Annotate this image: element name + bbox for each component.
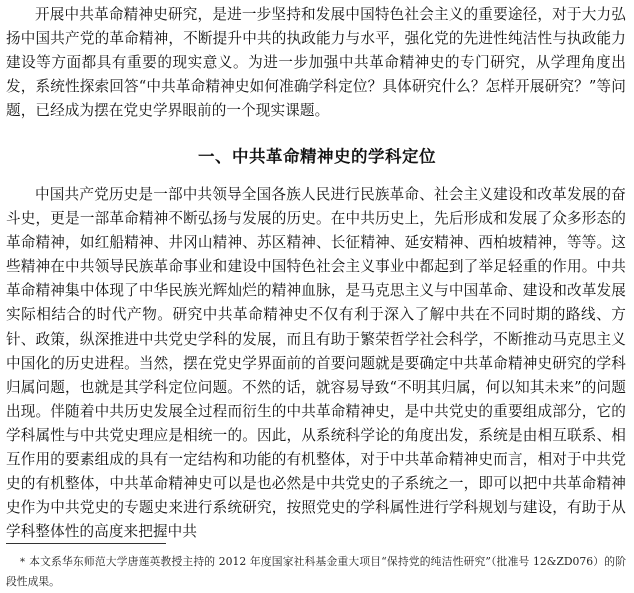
footnote-text: 本文系华东师范大学唐莲英教授主持的 2012 年度国家社科基金重大项目“保持党的纯洁性研究”（批准号 12&ZD076）的阶段性成果。 [6, 555, 626, 588]
footnote-marker: * [20, 557, 25, 568]
footnote [6, 552, 626, 591]
body-paragraph: 中国共产党历史是一部中共领导全国各族人民进行民族革命、社会主义建设和改革发展的奋斗史，更是一部革命精神不断弘扬与发展的历史。在中共历史上，先后形成和发展了众多形态的革命精神，如红船精神、井冈山精神、苏区精神、长征精神、延安精神、西柏坡精神，等等。这些精神在中共领导民族革命事业和建设中国特色社会主义事业中都起到了举足轻重的作用。中共革命精神集中体现了中华民族光辉灿烂的精神血脉，是马克思主义与中国革命、建设和改革发展实际相结合的时代产物。研究中共革命精神史不仅有利于深入了解中共在不同时期的路线、方针、政策，纵深推进中共党史学科的发展，而且有助于繁荣哲学社会科学，不断推动马克思主义中国化的历史进程。当然，摆在党史学界面前的首要问题就是要确定中共革命精神史研究的学科归属问题，也就是其学科定位问题。不然的话，就容易导致“不明其归属，何以知其未来”的问题出现。伴随着中共历史发展全过程而衍生的中共革命精神史，是中共党史的重要组成部分，它的学科属性与中共党史理应是相统一的。因此，从系统科学论的角度出发，系统是由相互联系、相互作用的要素组成的具有一定结构和功能的有机整体，对于中共革命精神史而言，相对于中共党史的有机整体，中共革命精神史可以是也必然是中共党史的子系统之一，即可以把中共革命精神史作为中共党史的专题史来进行系统研究，按照党史的学科属性进行学科规划与建设，有助于从学科整体性的高度来把握中共 [6, 186, 626, 541]
intro-paragraph: 开展中共革命精神史研究，是进一步坚持和发展中国特色社会主义的重要途径，对于大力弘扬中国共产党的革命精神，不断提升中共的执政能力与水平，强化党的先进性纯洁性与执政能力建设等方面都具有重要的现实意义。为进一步加强中共革命精神史的专门研究，从学理角度出发，系统性探索回答“中共革命精神史如何准确学科定位？具体研究什么？怎样开展研究？”等问题，已经成为摆在党史学界眼前的一个现实课题。 [6, 6, 626, 120]
footnote-divider [6, 543, 166, 544]
section-heading: 一、中共革命精神史的学科定位 [198, 147, 436, 166]
